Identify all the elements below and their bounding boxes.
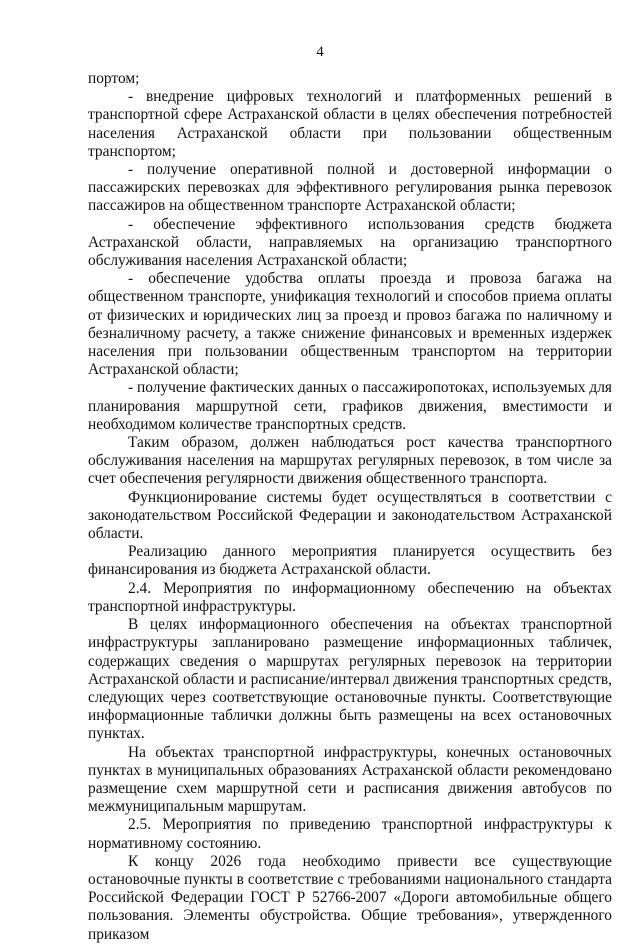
paragraph-financing: Реализацию данного мероприятия планируется осуществить без финансирования из бюджета Астраханской области. — [88, 543, 612, 579]
paragraph-legislation: Функционирование системы будет осуществляться в соответствии с законодательством Российской Федерации и законодательством Астраханской области. — [88, 488, 612, 543]
paragraph-quality-growth: Таким образом, должен наблюдаться рост качества транспортного обслуживания населения на маршрутах регулярных перевозок, в том числе за счет обеспечения регулярности движения общественного транспорта. — [88, 434, 612, 488]
paragraph-route-schemes: На объектах транспортной инфраструктуры, конечных остановочных пунктах в муниципальных образованиях Астраханской области рекомендовано размещение схем маршрутной сети и расписания движения автобусов по межмуниципальным маршрутам. — [88, 743, 612, 816]
list-item-budget-efficiency: - обеспечение эффективного использования средств бюджета Астраханской области, направляемых на организацию транспортного обслуживания населения Астраханской области; — [88, 215, 612, 270]
list-item-digital-technologies: - внедрение цифровых технологий и платформенных решений в транспортной сфере Астраханской области в целях обеспечения потребностей населения Астраханской области при пользовании общественным транспортом; — [88, 88, 612, 160]
document-body — [88, 70, 612, 944]
list-item-payment-convenience: - обеспечение удобства оплаты проезда и провоза багажа на общественном транспорте, унификация технологий и способов приема оплаты от физических и юридических лиц за проезд и провоз багажа по наличному и безналичному расчету, а также снижение финансовых и временных издержек населения при пользовании общественным транспортом на территории Астраханской области; — [88, 270, 612, 379]
list-item-operational-information: - получение оперативной полной и достоверной информации о пассажирских перевозках для эффективного регулирования рынка перевозок пассажиров на общественном транспорте Астраханской области; — [88, 161, 612, 215]
section-heading-2-4: 2.4. Мероприятия по информационному обеспечению на объектах транспортной инфраструктуры. — [88, 579, 612, 615]
section-heading-2-5: 2.5. Мероприятия по приведению транспортной инфраструктуры к нормативному состоянию. — [88, 816, 612, 852]
paragraph-continuation: портом; — [88, 70, 140, 87]
paragraph-gost-requirements: К концу 2026 года необходимо привести все существующие остановочные пункты в соответствие с требованиями национального стандарта Российской Федерации ГОСТ Р 52766-2007 «Дороги автомобильные общего пользования. Элементы обустройства. Общие требования», утвержденного приказом — [88, 852, 612, 943]
list-item-passenger-flow-data: - получение фактических данных о пассажиропотоках, используемых для планирования маршрутной сети, графиков движения, вместимости и необходимом количестве транспортных средств. — [88, 379, 612, 433]
paragraph-information-plates: В целях информационного обеспечения на объектах транспортной инфраструктуры запланировано размещение информационных табличек, содержащих сведения о маршрутах регулярных перевозок на территории Астраханской области и расписание/интервал движения транспортных средств, следующих через соответствующие остановочные пункты. Соответствующие информационные таблички должны быть размещены на всех остановочных пунктах. — [88, 616, 612, 743]
page-number: 4 — [316, 44, 324, 60]
